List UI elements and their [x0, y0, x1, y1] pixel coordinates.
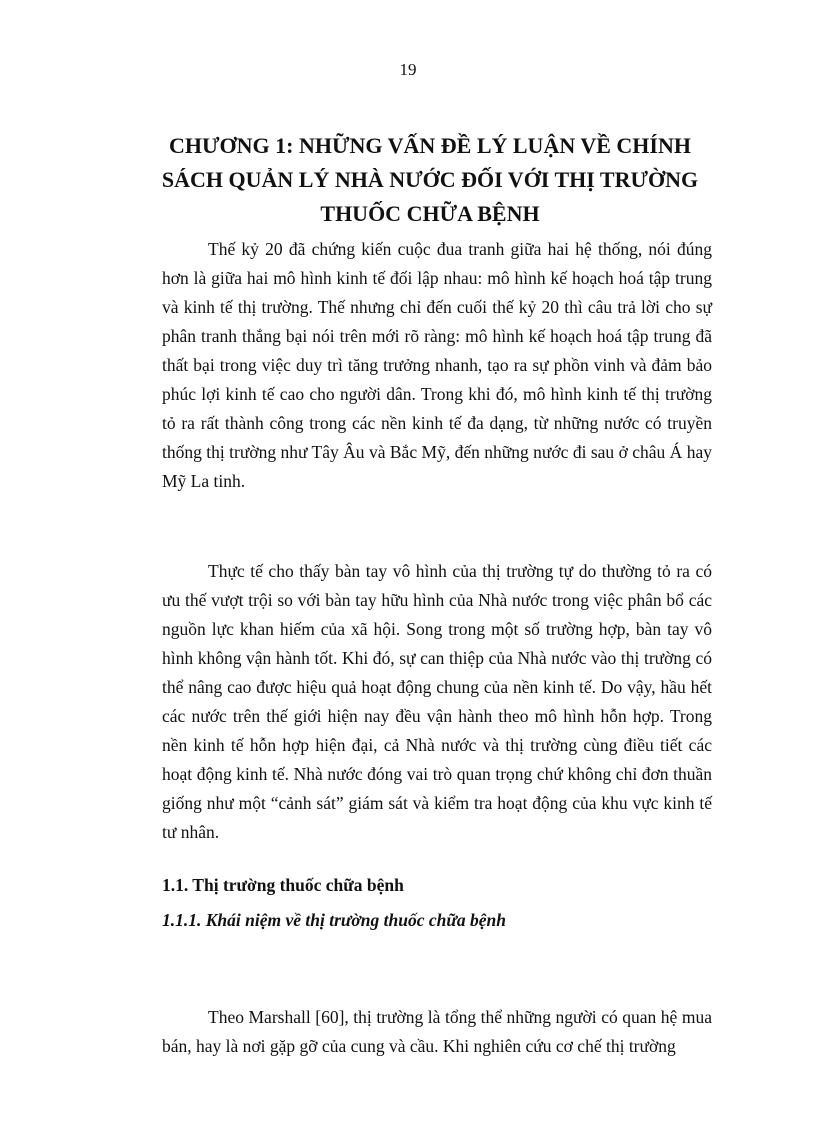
page-number: 19 — [399, 60, 417, 79]
section-heading: 1.1. Thị trường thuốc chữa bệnh — [162, 875, 404, 895]
body-paragraph: Thực tế cho thấy bàn tay vô hình của thị trường tự do thường tỏ ra có ưu thế vượt trội so với bàn tay hữu hình của Nhà nước trong việc phân bổ các nguồn lực khan hiếm của xã hội. Song trong một số trường hợp, bàn tay vô hình không vận hành tốt. Khi đó, sự can thiệp của Nhà nước vào thị trường có thể nâng cao được hiệu quả hoạt động chung của nền kinh tế. Do vậy, hầu hết các nước trên thế giới hiện nay đều vận hành theo mô hình hỗn hợp. Trong nền kinh tế hỗn hợp hiện đại, cả Nhà nước và thị trường cùng điều tiết các hoạt động kinh tế. Nhà nước đóng vai trò quan trọng chứ không chỉ đơn thuần giống như một “cảnh sát” giám sát và kiểm tra hoạt động của khu vực kinh tế tư nhân. — [162, 561, 712, 842]
chapter-title: CHƯƠNG 1: NHỮNG VẤN ĐỀ LÝ LUẬN VỀ CHÍNH SÁCH QUẢN LÝ NHÀ NƯỚC ĐỐI VỚI THỊ TRƯỜNG THUỐC CHỮA BỆNH — [161, 133, 699, 226]
body-paragraph: Theo Marshall [60], thị trường là tổng thể những người có quan hệ mua bán, hay là nơi gặp gỡ của cung và cầu. Khi nghiên cứu cơ chế thị trường — [162, 1007, 712, 1056]
body-paragraph: Thế kỷ 20 đã chứng kiến cuộc đua tranh giữa hai hệ thống, nói đúng hơn là giữa hai mô hình kinh tế đối lập nhau: mô hình kế hoạch hoá tập trung và kinh tế thị trường. Thế nhưng chỉ đến cuối thế kỷ 20 thì câu trả lời cho sự phân tranh thắng bại nói trên mới rõ ràng: mô hình kế hoạch hoá tập trung đã thất bại trong việc duy trì tăng trưởng nhanh, tạo ra sự phồn vinh và đảm bảo phúc lợi kinh tế cao cho người dân. Trong khi đó, mô hình kinh tế thị trường tỏ ra rất thành công trong các nền kinh tế đa dạng, từ những nước có truyền thống thị trường như Tây Âu và Bắc Mỹ, đến những nước đi sau ở châu Á hay Mỹ La tinh. — [162, 239, 712, 491]
subsection-heading: 1.1.1. Khái niệm về thị trường thuốc chữa bệnh — [162, 910, 506, 930]
